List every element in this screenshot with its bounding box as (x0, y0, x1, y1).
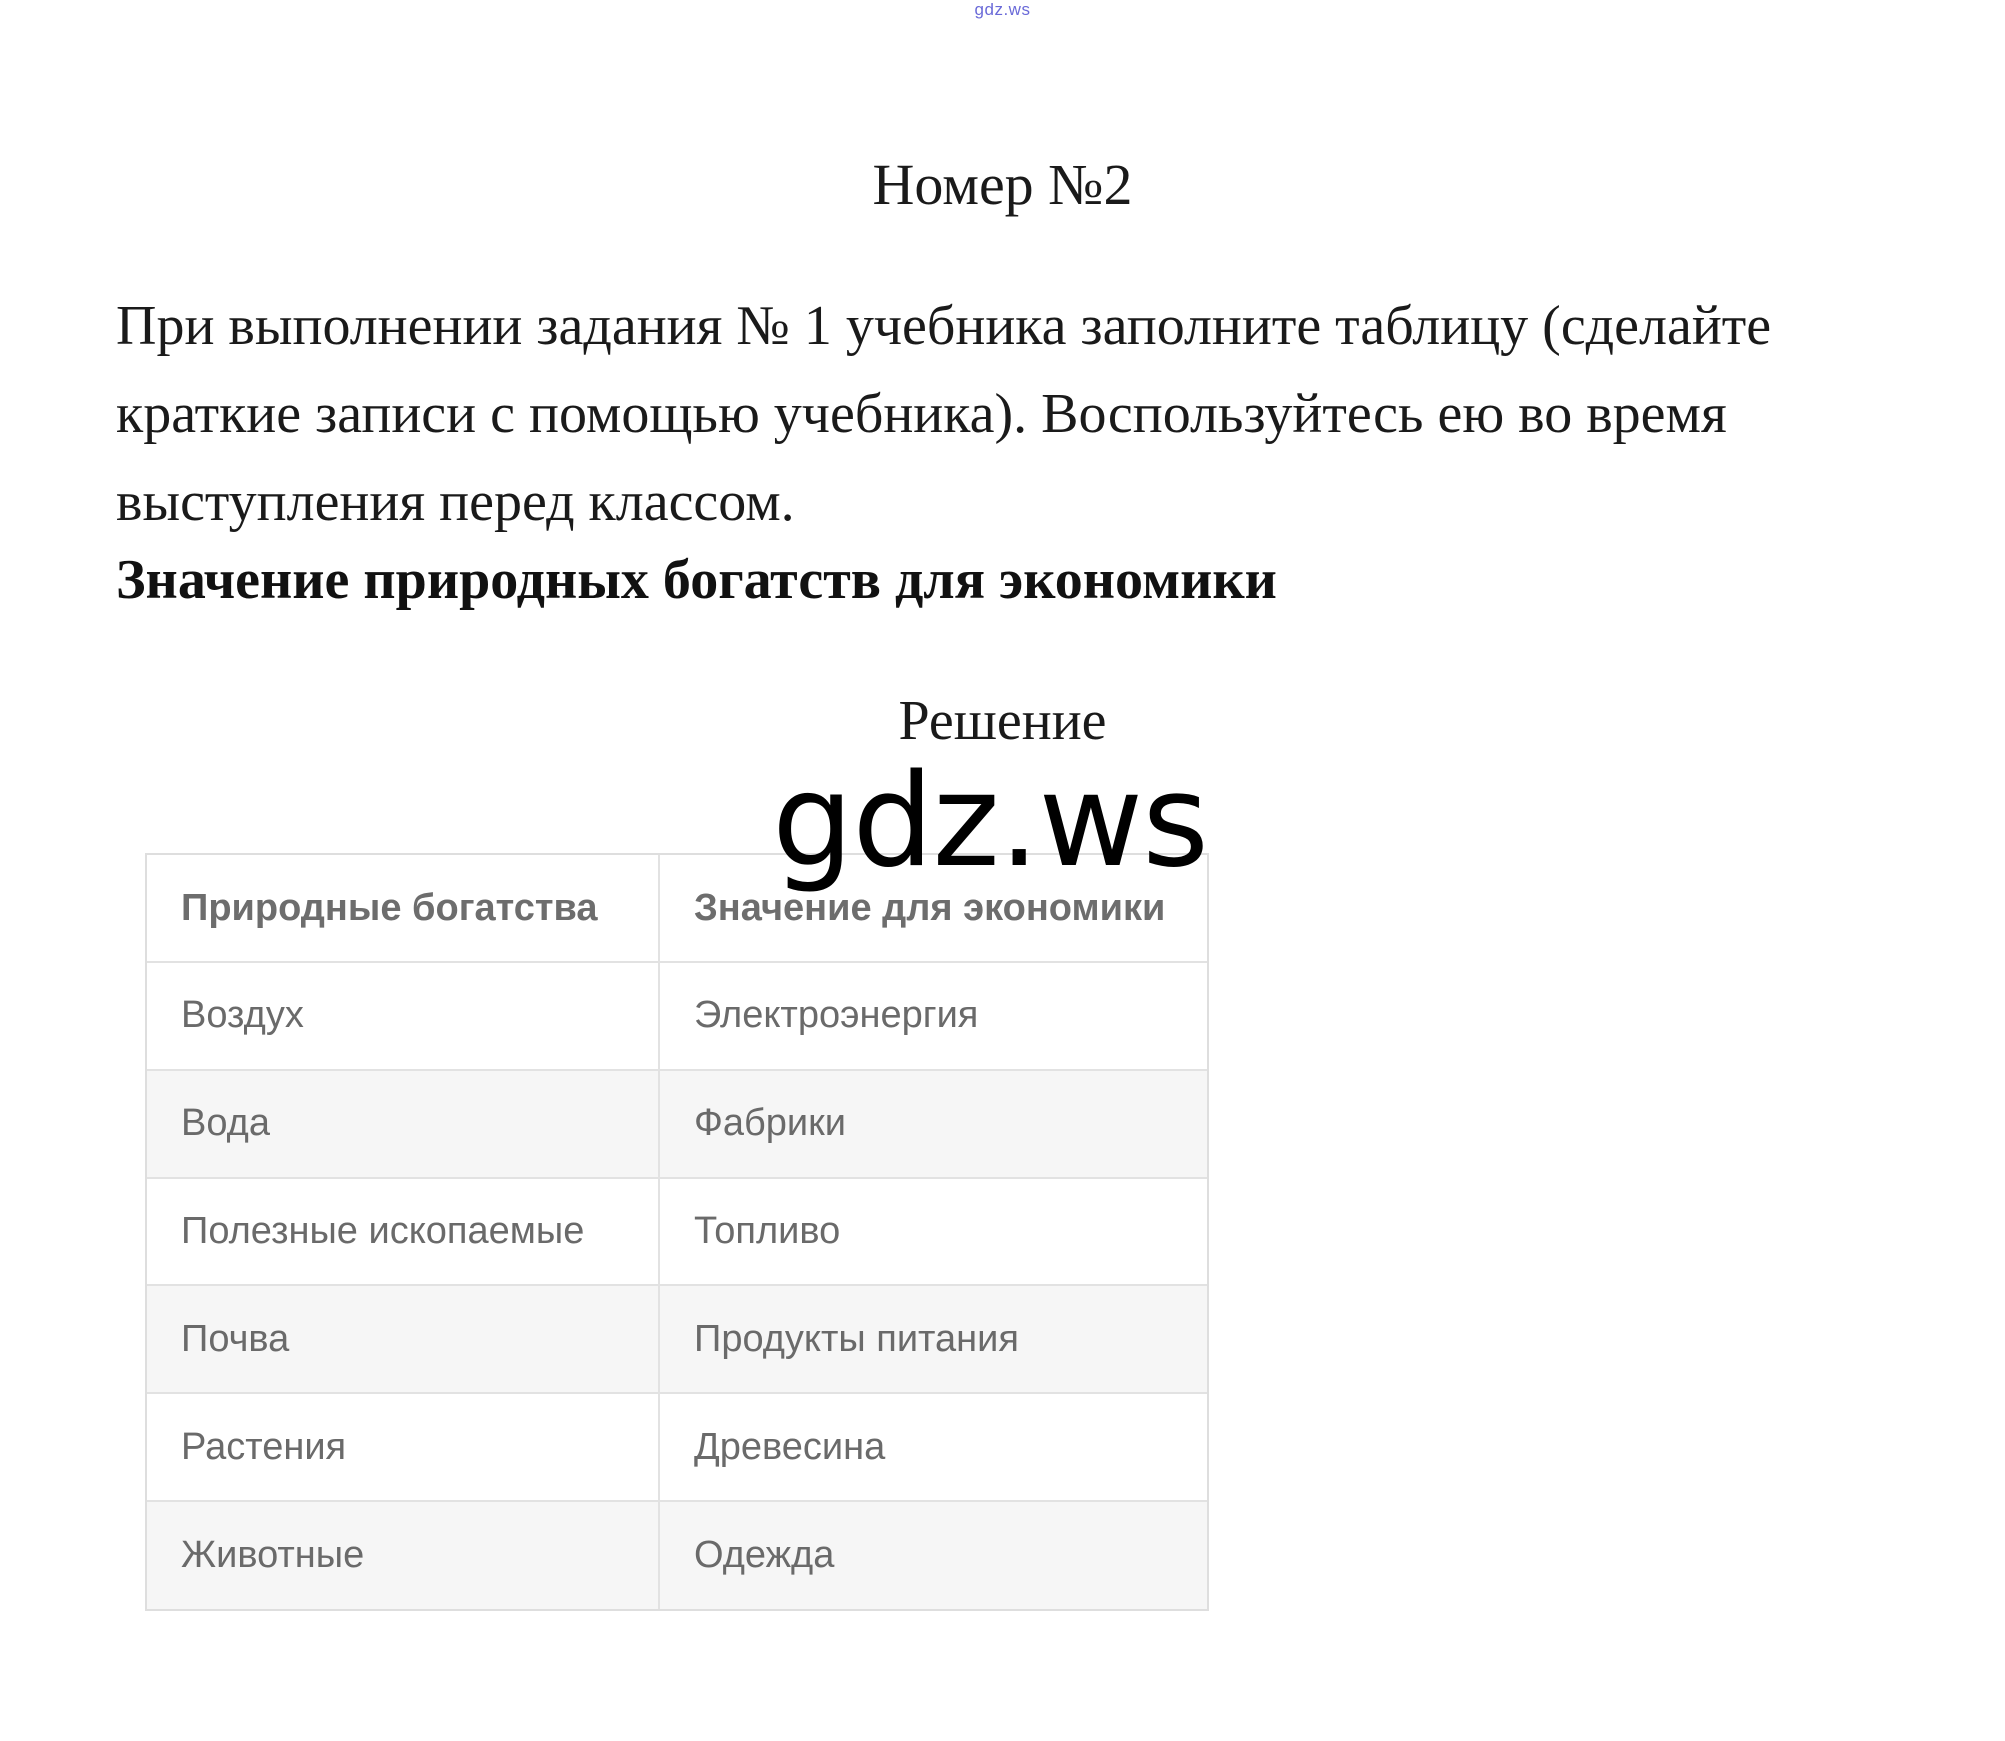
table-header-value: Значение для экономики (659, 855, 1207, 962)
table-cell-value: Топливо (659, 1178, 1207, 1286)
table-cell-value: Древесина (659, 1393, 1207, 1501)
page-title: Номер №2 (872, 152, 1133, 217)
table-cell-value: Одежда (659, 1501, 1207, 1609)
table-cell-value: Электроэнергия (659, 962, 1207, 1070)
table-header-resources: Природные богатства (147, 855, 659, 962)
task-text (116, 282, 1906, 546)
table-cell-resource: Животные (147, 1501, 659, 1609)
answer-table (147, 855, 1207, 1609)
watermark-logo: gdz.ws (772, 747, 1208, 896)
table-row (147, 1393, 1207, 1501)
solution-label: Решение (898, 690, 1107, 752)
table-row (147, 1501, 1207, 1609)
table-cell-resource: Почва (147, 1285, 659, 1393)
table-row (147, 962, 1207, 1070)
top-watermark: gdz.ws (974, 0, 1031, 19)
table-cell-resource: Вода (147, 1070, 659, 1178)
table-cell-resource: Растения (147, 1393, 659, 1501)
task-line-2: краткие записи с помощью учебника). Воспользуйтесь ею во время (116, 383, 1727, 445)
table-cell-resource: Воздух (147, 962, 659, 1070)
answer-table-container (145, 853, 1209, 1611)
table-cell-resource: Полезные ископаемые (147, 1178, 659, 1286)
table-cell-value: Продукты питания (659, 1285, 1207, 1393)
task-line-3: выступления перед классом. (116, 471, 795, 533)
table-row (147, 1285, 1207, 1393)
table-row (147, 1178, 1207, 1286)
table-row (147, 1070, 1207, 1178)
table-cell-value: Фабрики (659, 1070, 1207, 1178)
task-line-1: При выполнении задания № 1 учебника заполните таблицу (сделайте (116, 295, 1772, 357)
section-heading: Значение природных богатств для экономики (116, 549, 1277, 611)
